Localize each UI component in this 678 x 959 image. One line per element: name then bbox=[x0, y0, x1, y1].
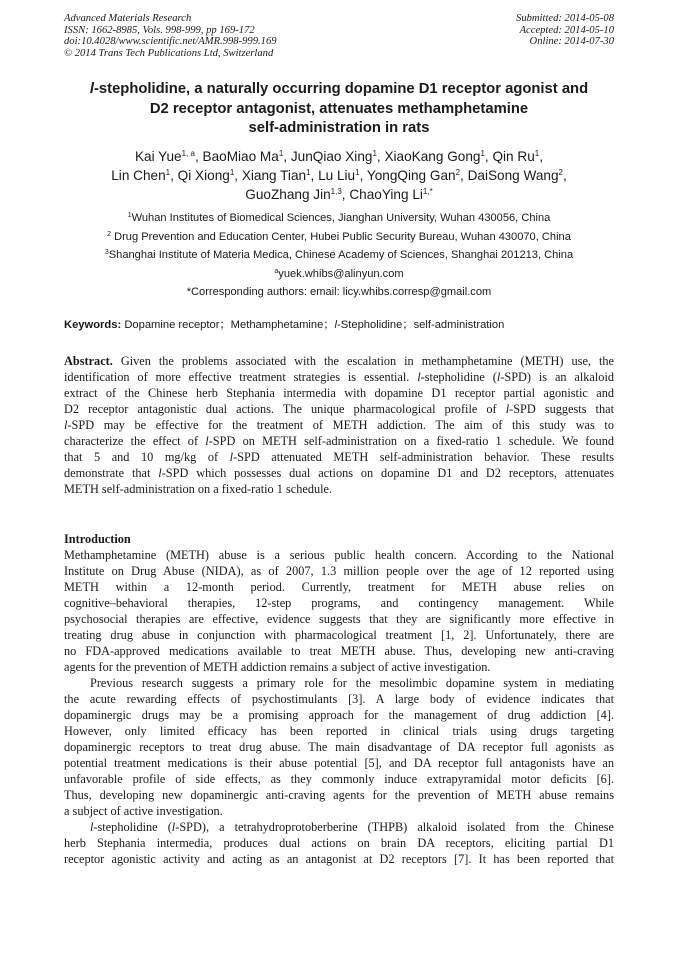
line-text: METH within a 12-month period. Currently, treatment for METH abuse relies on bbox=[64, 580, 614, 594]
text-line bbox=[64, 563, 614, 579]
affiliation-mark: 1 bbox=[127, 212, 132, 219]
line-text: cognitive–behavioral therapies, 12-step programs, and contingency management. While bbox=[64, 596, 614, 610]
line-text: -SPD), a tetrahydroprotoberberine (THPB) alkaloid isolated from the Chinese bbox=[175, 820, 614, 834]
keyword-separator: ； bbox=[402, 319, 414, 331]
title-line-1-text: -stepholidine, a naturally occurring dopamine D1 receptor agonist and bbox=[93, 81, 589, 97]
affiliation-mark: 2 bbox=[107, 230, 112, 238]
italic-text: l bbox=[64, 418, 68, 432]
line-text: dopaminergic drugs may be a promising approach for the management of drug addiction [4]. bbox=[64, 708, 614, 722]
author-name: , Qin Ru bbox=[484, 149, 535, 164]
journal-issn: ISSN: 1662-8985, Vols. 998-999, pp 169-172 bbox=[64, 24, 255, 36]
text-line bbox=[64, 787, 614, 803]
line-text: Given the problems associated with the escalation in methamphetamine (METH) use, the bbox=[112, 354, 614, 368]
keyword: Dopamine receptor bbox=[124, 319, 220, 331]
italic-text: l bbox=[205, 434, 209, 448]
author-name: , YongQing Gan bbox=[359, 168, 456, 183]
line-text: METH self-administration on a fixed-ratio 1 schedule. bbox=[64, 482, 333, 496]
affiliation-text: Drug Prevention and Education Center, Hubei Public Security Bureau, Wuhan 430070, China bbox=[111, 230, 571, 243]
abstract bbox=[64, 353, 614, 497]
author-name: , XiaoKang Gong bbox=[376, 149, 481, 164]
author-name: , ChaoYing Li bbox=[341, 187, 423, 202]
line-text: Institute on Drug Abuse (NIDA), as of 2007, 1.3 million people over the age of 12 reported using bbox=[64, 564, 614, 578]
author-affil-mark: 1 bbox=[278, 149, 284, 158]
line-text: no FDA-approved medications available to treat METH abuse. Thus, developing new anti-craving bbox=[64, 644, 614, 658]
author-affil-mark: 2 bbox=[455, 168, 461, 177]
author-name: , DaiSong Wang bbox=[460, 168, 559, 183]
author-name: , bbox=[562, 168, 567, 183]
line-text: the acute rewarding effects of psychostimulants [3]. A large body of evidence indicates that bbox=[64, 692, 614, 706]
text-line bbox=[64, 417, 614, 433]
affiliation-line bbox=[30, 283, 648, 302]
author-affil-mark: 1,3 bbox=[330, 187, 342, 196]
author-line-1 bbox=[30, 147, 648, 166]
line-text: -SPD) is an alkaloid bbox=[500, 370, 615, 384]
publication-dates bbox=[516, 13, 614, 48]
author-affil-mark: 1 bbox=[534, 149, 540, 158]
keywords-label: Keywords: bbox=[64, 319, 122, 331]
text-line bbox=[64, 835, 614, 851]
line-text: treating drug abuse in conjunction with pharmacological treatment [1, 2]. Unfortunately, there are bbox=[64, 628, 614, 642]
line-text: Thus, developing new dopaminergic anti-craving agents for the prevention of METH abuse remains bbox=[64, 788, 614, 802]
line-text: -SPD may be effective for the treatment of METH addiction. The aim of this study was to bbox=[67, 418, 614, 432]
section-heading-introduction: Introduction bbox=[64, 532, 131, 546]
author-line-3 bbox=[30, 185, 648, 204]
author-affil-mark: 1 bbox=[165, 168, 171, 177]
author-name: Kai Yue bbox=[134, 149, 182, 164]
keyword: Methamphetamine bbox=[230, 319, 324, 331]
affiliations bbox=[30, 209, 648, 302]
affiliation-mark: a bbox=[274, 267, 279, 275]
line-text: -stepholidine ( bbox=[420, 370, 497, 384]
line-text: herb Stephania intermedia, produces dual actions on brain DA receptors, eliciting partial D1 bbox=[64, 836, 614, 850]
text-line bbox=[64, 739, 614, 755]
text-line bbox=[64, 691, 614, 707]
text-line bbox=[64, 369, 614, 385]
italic-text: l bbox=[171, 820, 176, 834]
text-line bbox=[64, 433, 614, 449]
author-affil-mark: 1 bbox=[355, 168, 360, 177]
text-line bbox=[64, 611, 614, 627]
line-text: -SPD which possesses dual actions on dopamine D1 and D2 receptors, attenuates bbox=[161, 466, 614, 480]
date-accepted: Accepted: 2014-05-10 bbox=[519, 24, 614, 36]
affiliation-text: yuek.whibs@alinyun.com bbox=[278, 267, 404, 280]
author-affil-mark: 1 bbox=[480, 149, 485, 158]
line-text: identification of more effective treatment strategies is essential. bbox=[64, 370, 418, 384]
author-affil-mark: 1 bbox=[372, 149, 377, 158]
line-text: unfavorable profile of side effects, as they commonly induce extrapyramidal motor deficits [6]. bbox=[64, 772, 614, 786]
author-list bbox=[30, 147, 648, 204]
author-affil-mark: 2 bbox=[558, 168, 563, 177]
title-line-2: D2 receptor antagonist, attenuates methamphetamine bbox=[149, 100, 529, 117]
italic-text: l bbox=[496, 370, 501, 384]
line-text: -SPD on METH self-administration on a fixed-ratio 1 schedule. We found bbox=[208, 434, 614, 448]
affiliation-text: Wuhan Institutes of Biomedical Sciences, Jianghan University, Wuhan 430056, China bbox=[131, 212, 551, 224]
author-name: Lin Chen bbox=[111, 168, 166, 183]
author-line-2 bbox=[30, 166, 648, 185]
text-line bbox=[64, 771, 614, 787]
line-text: However, only limited efficacy has been reported in clinical trials using drugs targeting bbox=[64, 724, 614, 738]
affiliation-line bbox=[30, 228, 648, 247]
line-text: -SPD suggests that bbox=[509, 402, 614, 416]
text-line bbox=[64, 449, 614, 465]
title-line-3: self-administration in rats bbox=[248, 120, 430, 137]
paragraph bbox=[64, 819, 614, 867]
author-name: , bbox=[539, 149, 544, 164]
text-line bbox=[64, 675, 614, 691]
journal-copyright: © 2014 Trans Tech Publications Ltd, Switzerland bbox=[64, 47, 274, 59]
italic-text: l bbox=[505, 402, 510, 416]
text-line bbox=[64, 643, 614, 659]
title-italic-prefix: l bbox=[89, 81, 94, 97]
text-line bbox=[64, 481, 614, 497]
keywords bbox=[64, 318, 614, 332]
title-line-1 bbox=[40, 80, 638, 100]
author-name: , Lu Liu bbox=[310, 168, 356, 183]
date-online: Online: 2014-07-30 bbox=[529, 36, 614, 48]
text-line bbox=[64, 401, 614, 417]
text-line bbox=[64, 819, 614, 835]
paragraph bbox=[64, 675, 614, 819]
keyword: -Stepholidine bbox=[337, 319, 403, 331]
author-affil-mark: 1 bbox=[229, 168, 235, 177]
line-text: that 5 and 10 mg/kg of bbox=[64, 450, 230, 464]
line-text: characterize the effect of bbox=[64, 434, 206, 448]
author-name: GuoZhang Jin bbox=[245, 187, 331, 202]
line-text: -stepholidine ( bbox=[93, 820, 172, 834]
journal-doi: doi:10.4028/www.scientific.net/AMR.998-999.169 bbox=[64, 36, 277, 48]
line-text: Previous research suggests a primary role for the mesolimbic dopamine system in mediating bbox=[90, 676, 614, 690]
keyword: self-administration bbox=[413, 319, 505, 331]
author-affil-mark: 1 bbox=[306, 168, 311, 177]
text-line bbox=[64, 547, 614, 563]
line-text: receptor agonistic activity and acting as an antagonist at D2 receptors [7]. It has been reported that bbox=[64, 852, 614, 866]
keyword-separator: ； bbox=[323, 319, 335, 331]
paragraph bbox=[64, 547, 614, 675]
author-name: , Xiang Tian bbox=[234, 168, 307, 183]
text-line bbox=[64, 707, 614, 723]
italic-text: l bbox=[158, 466, 162, 480]
affiliation-text: Shanghai Institute of Materia Medica, Chinese Academy of Sciences, Shanghai 201213, China bbox=[108, 249, 574, 262]
text-line bbox=[64, 803, 614, 819]
line-text: agents for the prevention of METH addiction remains a subject of active investigation. bbox=[64, 660, 491, 674]
affiliation-line bbox=[30, 265, 648, 284]
text-line bbox=[64, 465, 614, 481]
text-line bbox=[64, 723, 614, 739]
text-line bbox=[64, 659, 614, 675]
line-text: Methamphetamine (METH) abuse is a serious public health concern. According to the National bbox=[64, 548, 614, 562]
journal-info bbox=[64, 13, 277, 59]
date-submitted: Submitted: 2014-05-08 bbox=[516, 13, 614, 24]
author-name: , JunQiao Xing bbox=[283, 149, 373, 164]
journal-name: Advanced Materials Research bbox=[64, 13, 192, 24]
paper-title bbox=[40, 80, 638, 139]
keyword-separator: ； bbox=[219, 319, 231, 331]
italic-text: l bbox=[417, 370, 421, 384]
affiliation-line bbox=[30, 246, 648, 265]
text-line bbox=[64, 851, 614, 867]
line-text: psychosocial therapies are effective, evidence suggests that they are significantly more effective in bbox=[64, 612, 614, 626]
author-affil-mark: 1,* bbox=[422, 187, 433, 196]
text-line bbox=[64, 353, 614, 369]
italic-text: l bbox=[229, 450, 234, 464]
line-text: dopaminergic receptors to treat drug abuse. The main disadvantage of DA receptor full agonists as bbox=[64, 740, 614, 754]
text-line bbox=[64, 627, 614, 643]
line-text: extract of the Chinese herb Stephania intermedia with dopamine D1 receptor partial agonistic and bbox=[64, 386, 614, 400]
keyword-italic-prefix: l bbox=[334, 319, 338, 331]
text-line bbox=[64, 579, 614, 595]
line-text: -SPD attenuated METH self-administration behavior. These results bbox=[233, 450, 614, 464]
author-affil-mark: 1, a bbox=[181, 149, 195, 158]
line-text: a subject of active investigation. bbox=[64, 804, 223, 818]
abstract-label: Abstract. bbox=[64, 354, 113, 368]
line-text: D2 receptor antagonistic dual actions. The unique pharmacological profile of bbox=[64, 402, 506, 416]
introduction-section bbox=[64, 531, 614, 867]
line-text: potential treatment medications is their abuse potential [5], and DA receptor full antagonists have an bbox=[64, 756, 614, 770]
affiliation-text: *Corresponding authors: email: licy.whibs.corresp@gmail.com bbox=[186, 286, 492, 299]
author-name: , BaoMiao Ma bbox=[194, 149, 279, 164]
affiliation-mark: 3 bbox=[104, 249, 109, 257]
text-line bbox=[64, 385, 614, 401]
italic-text: l bbox=[90, 820, 94, 834]
text-line bbox=[64, 755, 614, 771]
author-name: , Qi Xiong bbox=[170, 168, 230, 183]
affiliation-line bbox=[30, 209, 648, 228]
text-line bbox=[64, 595, 614, 611]
line-text: demonstrate that bbox=[64, 466, 159, 480]
